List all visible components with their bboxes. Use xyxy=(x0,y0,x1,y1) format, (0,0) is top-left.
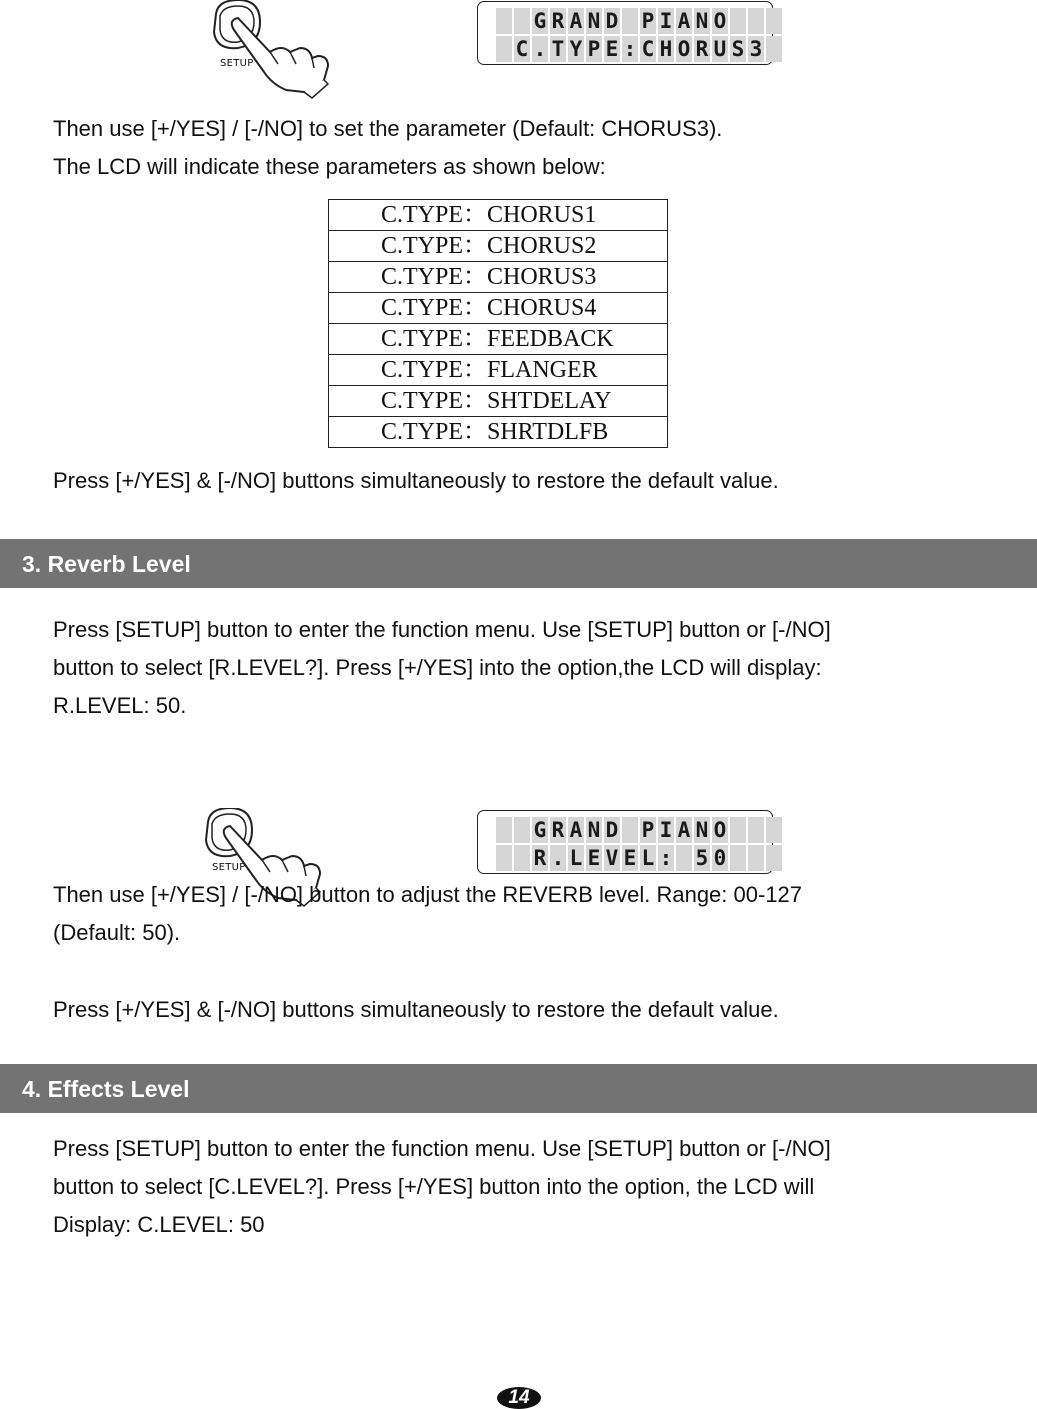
lcd-char: U xyxy=(713,37,727,61)
lcd-char xyxy=(514,817,530,843)
lcd-char xyxy=(514,845,530,871)
lcd-char xyxy=(748,8,764,34)
lcd-char: E xyxy=(605,37,619,61)
reverb-intro xyxy=(53,611,831,725)
lcd-char xyxy=(766,36,782,62)
lcd-display-chorus xyxy=(477,1,773,65)
table-cell: C.TYPE：CHORUS2 xyxy=(329,231,668,262)
lcd-char xyxy=(766,817,782,843)
lcd-char: D xyxy=(605,818,619,842)
table-cell: C.TYPE：FEEDBACK xyxy=(329,324,668,355)
lcd-char: N xyxy=(695,9,709,33)
page-number: 14 xyxy=(497,1387,541,1409)
table-cell: C.TYPE：CHORUS3 xyxy=(329,262,668,293)
lcd-char: 5 xyxy=(695,846,709,870)
lcd-char xyxy=(730,817,746,843)
effects-intro-line-2: button to select [C.LEVEL?]. Press [+/YES] button into the option, the LCD will xyxy=(53,1174,815,1199)
effects-intro-line-3: Display: C.LEVEL: 50 xyxy=(53,1212,265,1237)
lcd-char: A xyxy=(569,9,583,33)
lcd-char: I xyxy=(659,9,673,33)
lcd-char xyxy=(622,8,638,34)
lcd-char: N xyxy=(695,818,709,842)
table-cell: C.TYPE：CHORUS4 xyxy=(329,293,668,324)
lcd-char: 0 xyxy=(713,846,727,870)
table-row xyxy=(329,200,668,231)
lcd-char: R xyxy=(551,818,565,842)
lcd-char xyxy=(496,36,512,62)
lcd-char: N xyxy=(587,818,601,842)
lcd-char: A xyxy=(677,9,691,33)
table-row xyxy=(329,324,668,355)
lcd-display-reverb xyxy=(477,810,773,874)
lcd-char: V xyxy=(605,846,619,870)
chorus-restore-note: Press [+/YES] & [-/NO] buttons simultaneously to restore the default value. xyxy=(53,468,779,493)
lcd-char: : xyxy=(623,37,637,61)
lcd-char: . xyxy=(533,37,547,61)
lcd-char: S xyxy=(731,37,745,61)
table-cell: C.TYPE：FLANGER xyxy=(329,355,668,386)
lcd-char: R xyxy=(695,37,709,61)
chorus-line-1: Then use [+/YES] / [-/NO] to set the parameter (Default: CHORUS3). xyxy=(53,116,723,141)
lcd-char xyxy=(766,845,782,871)
lcd-char: E xyxy=(623,846,637,870)
reverb-adjust-line-1: Then use [+/YES] / [-/NO] button to adjust the REVERB level. Range: 00-127 xyxy=(53,882,803,907)
lcd-char: T xyxy=(551,37,565,61)
table-cell: C.TYPE：CHORUS1 xyxy=(329,200,668,231)
lcd-char xyxy=(748,845,764,871)
lcd-char: G xyxy=(533,9,547,33)
lcd-char: D xyxy=(605,9,619,33)
lcd-char: P xyxy=(641,818,655,842)
reverb-adjust xyxy=(53,876,802,952)
lcd-line-1 xyxy=(496,817,782,843)
lcd-char: A xyxy=(677,818,691,842)
lcd-char xyxy=(766,8,782,34)
lcd-char xyxy=(748,817,764,843)
lcd-char xyxy=(514,8,530,34)
lcd-char xyxy=(496,845,512,871)
setup-label: SETUP xyxy=(220,58,254,69)
hand-pressing-icon xyxy=(208,0,338,100)
reverb-intro-line-3: R.LEVEL: 50. xyxy=(53,693,187,718)
lcd-char: Y xyxy=(569,37,583,61)
table-row xyxy=(329,262,668,293)
lcd-char: O xyxy=(713,818,727,842)
section-title: 3. Reverb Level xyxy=(22,551,191,577)
reverb-intro-line-2: button to select [R.LEVEL?]. Press [+/YES] into the option,the LCD will display: xyxy=(53,655,822,680)
lcd-char: C xyxy=(641,37,655,61)
lcd-char: L xyxy=(569,846,583,870)
lcd-char: R xyxy=(533,846,547,870)
lcd-char: I xyxy=(659,818,673,842)
lcd-char xyxy=(730,8,746,34)
table-row xyxy=(329,231,668,262)
table-row xyxy=(329,417,668,448)
lcd-char: C xyxy=(515,37,529,61)
table-cell: C.TYPE：SHTDELAY xyxy=(329,386,668,417)
lcd-char: G xyxy=(533,818,547,842)
section-header-reverb xyxy=(0,539,1037,588)
lcd-char xyxy=(622,817,638,843)
lcd-char xyxy=(676,845,692,871)
lcd-char xyxy=(730,845,746,871)
chorus-instructions xyxy=(53,110,722,186)
reverb-restore-note: Press [+/YES] & [-/NO] buttons simultaneously to restore the default value. xyxy=(53,997,779,1022)
table-cell: C.TYPE：SHRTDLFB xyxy=(329,417,668,448)
chorus-line-2: The LCD will indicate these parameters as shown below: xyxy=(53,154,606,179)
lcd-line-1 xyxy=(496,8,782,34)
lcd-char: E xyxy=(587,846,601,870)
lcd-char: O xyxy=(677,37,691,61)
effects-intro xyxy=(53,1130,831,1244)
lcd-char: 3 xyxy=(749,37,763,61)
lcd-char: P xyxy=(587,37,601,61)
table-row xyxy=(329,386,668,417)
lcd-char: N xyxy=(587,9,601,33)
lcd-char xyxy=(496,817,512,843)
reverb-adjust-line-2: (Default: 50). xyxy=(53,920,181,945)
lcd-char: P xyxy=(641,9,655,33)
table-row xyxy=(329,355,668,386)
reverb-intro-line-1: Press [SETUP] button to enter the function menu. Use [SETUP] button or [-/NO] xyxy=(53,617,831,642)
lcd-char: . xyxy=(551,846,565,870)
lcd-char: : xyxy=(659,846,673,870)
lcd-line-2 xyxy=(496,36,782,62)
lcd-char: L xyxy=(641,846,655,870)
section-header-effects xyxy=(0,1064,1037,1113)
lcd-char: O xyxy=(713,9,727,33)
setup-label: SETUP xyxy=(212,862,246,873)
effects-intro-line-1: Press [SETUP] button to enter the function menu. Use [SETUP] button or [-/NO] xyxy=(53,1136,831,1161)
lcd-char: A xyxy=(569,818,583,842)
lcd-char xyxy=(496,8,512,34)
table-row xyxy=(329,293,668,324)
lcd-char: R xyxy=(551,9,565,33)
section-title: 4. Effects Level xyxy=(22,1076,190,1102)
lcd-line-2 xyxy=(496,845,782,871)
setup-button-illustration xyxy=(208,0,338,100)
chorus-type-table xyxy=(328,199,668,448)
lcd-char: H xyxy=(659,37,673,61)
